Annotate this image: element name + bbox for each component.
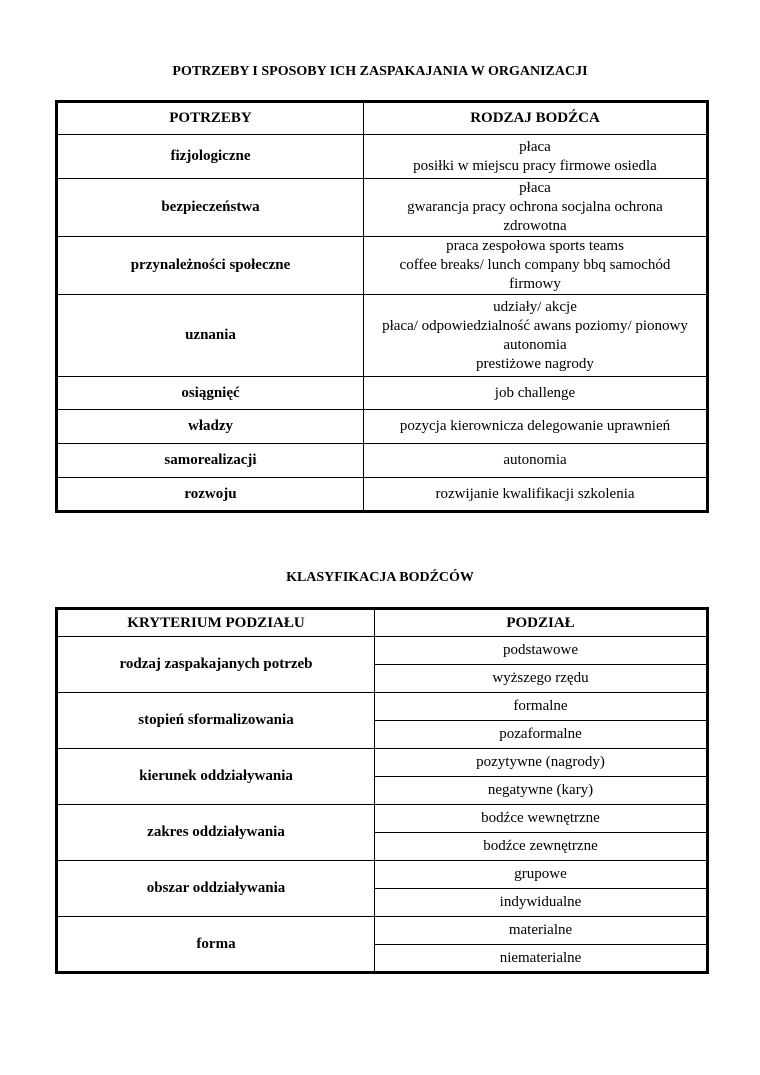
need-cell: rozwoju (57, 478, 364, 512)
classification-table-header-row (57, 609, 708, 637)
need-cell: samorealizacji (57, 444, 364, 478)
division-cell: wyższego rzędu (375, 665, 708, 693)
stimulus-cell (364, 410, 708, 444)
stimulus-cell (364, 135, 708, 179)
division-cell: pozytywne (nagrody) (375, 749, 708, 777)
stimulus-line: płaca (519, 180, 551, 196)
need-cell: fizjologiczne (57, 135, 364, 179)
classification-table-row (57, 693, 708, 721)
division-cell: formalne (375, 693, 708, 721)
needs-table-header-row (57, 102, 708, 135)
criterion-cell: stopień sformalizowania (57, 693, 375, 749)
stimulus-cell (364, 179, 708, 237)
classification-table-row (57, 805, 708, 833)
stimulus-cell (364, 444, 708, 478)
division-header: PODZIAŁ (375, 609, 708, 637)
classification-table-row (57, 637, 708, 665)
stimulus-cell (364, 478, 708, 512)
need-cell: uznania (57, 295, 364, 377)
stimulus-line: rozwijanie kwalifikacji szkolenia (435, 485, 635, 502)
stimulus-line: pozycja kierownicza delegowanie uprawnień (399, 418, 671, 434)
needs-table-row (57, 295, 708, 377)
division-cell: bodźce wewnętrzne (375, 805, 708, 833)
criterion-cell: rodzaj zaspakajanych potrzeb (57, 637, 375, 693)
division-cell: niematerialne (375, 945, 708, 973)
stimulus-line: płaca (519, 138, 551, 155)
stimulus-cell (364, 295, 708, 377)
classification-table-row (57, 861, 708, 889)
classification-table (55, 607, 709, 974)
needs-table-row (57, 377, 708, 410)
need-cell: przynależności społeczne (57, 237, 364, 295)
stimulus-line: płaca/ odpowiedzialność awans poziomy/ pionowy (382, 317, 688, 334)
classification-table-row (57, 917, 708, 945)
criterion-header: KRYTERIUM PODZIAŁU (57, 609, 375, 637)
stimulus-line: coffee breaks/ lunch company bbq samochód (399, 257, 671, 273)
needs-table-row (57, 444, 708, 478)
need-cell: władzy (57, 410, 364, 444)
stimulus-line: praca zespołowa sports teams (446, 238, 624, 254)
division-cell: grupowe (375, 861, 708, 889)
criterion-cell: zakres oddziaływania (57, 805, 375, 861)
criterion-cell: kierunek oddziaływania (57, 749, 375, 805)
stimulus-line: zdrowotna (503, 218, 567, 234)
stimulus-line: udziały/ akcje (493, 298, 577, 315)
stimulus-line: gwarancja pracy ochrona socjalna ochrona (407, 199, 663, 215)
needs-table-row (57, 135, 708, 179)
criterion-cell: obszar oddziaływania (57, 861, 375, 917)
classification-table-title: KLASYFIKACJA BODŹCÓW (286, 570, 474, 585)
needs-table-row (57, 478, 708, 512)
stimulus-line: job challenge (494, 384, 576, 401)
stimulus-line: firmowy (509, 276, 561, 292)
division-cell: materialne (375, 917, 708, 945)
stimulus-type-header: RODZAJ BODŹCA (364, 102, 708, 135)
need-cell: bezpieczeństwa (57, 179, 364, 237)
needs-table (55, 100, 709, 513)
needs-table-row (57, 237, 708, 295)
stimulus-line: autonomia (503, 336, 567, 353)
needs-header: POTRZEBY (57, 102, 364, 135)
division-cell: pozaformalne (375, 721, 708, 749)
need-cell: osiągnięć (57, 377, 364, 410)
division-cell: bodźce zewnętrzne (375, 833, 708, 861)
classification-table-body (57, 637, 708, 973)
stimulus-cell (364, 377, 708, 410)
needs-table-row (57, 179, 708, 237)
stimulus-line: prestiżowe nagrody (476, 355, 594, 372)
stimulus-line: posiłki w miejscu pracy firmowe osiedla (413, 157, 657, 174)
criterion-cell: forma (57, 917, 375, 973)
classification-table-row (57, 749, 708, 777)
division-cell: indywidualne (375, 889, 708, 917)
stimulus-line: autonomia (503, 452, 567, 468)
stimulus-cell (364, 237, 708, 295)
division-cell: negatywne (kary) (375, 777, 708, 805)
needs-table-title: POTRZEBY I SPOSOBY ICH ZASPAKAJANIA W ORGANIZACJI (172, 64, 588, 79)
division-cell: podstawowe (375, 637, 708, 665)
needs-table-body (57, 135, 708, 512)
needs-table-row (57, 410, 708, 444)
